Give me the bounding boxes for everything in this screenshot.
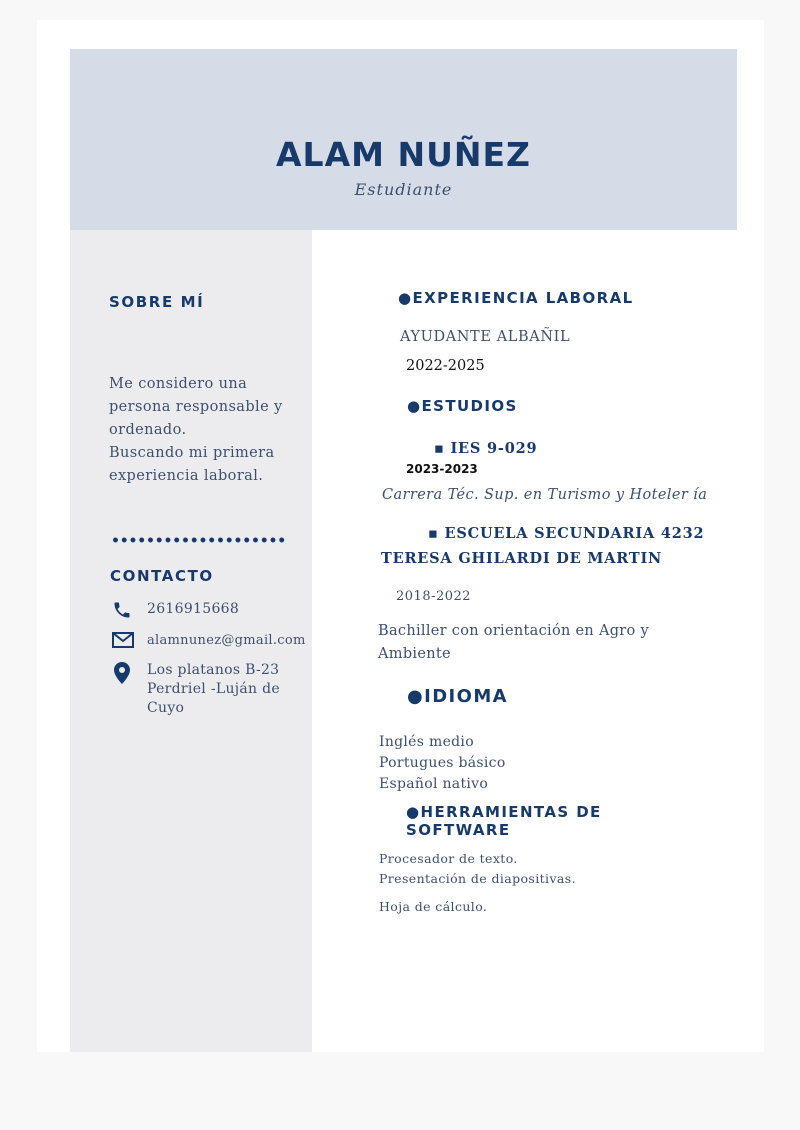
address-line: Los platanos B-23 (147, 662, 280, 678)
about-text (109, 373, 299, 488)
address-line: Perdriel -Luján de (147, 681, 280, 697)
about-line: ordenado. (109, 422, 187, 438)
school2-name-cont: TERESA GHILARDI DE MARTIN (381, 550, 663, 567)
degree-line: Ambiente (378, 646, 451, 662)
school2-years: 2018-2022 (396, 589, 472, 604)
phone-number: 2616915668 (147, 601, 240, 617)
address-line: Cuyo (147, 700, 185, 716)
school2-degree (378, 620, 678, 666)
email-address: alamnunez@gmail.com (147, 633, 306, 648)
dotted-divider: •••••••••••••••••••• (111, 533, 286, 549)
software-heading-line: SOFTWARE (406, 821, 511, 839)
about-line: Me considero una (109, 376, 248, 392)
header-band (70, 49, 737, 230)
software-heading-line: ●HERRAMIENTAS DE (406, 803, 602, 821)
software-heading (406, 803, 602, 839)
software-item: Procesador de texto. (379, 851, 518, 866)
person-name: ALAM NUÑEZ (276, 135, 531, 174)
software-item: Presentación de diapositivas. (379, 871, 576, 886)
education-heading: ●ESTUDIOS (407, 397, 518, 415)
location-pin-icon (112, 661, 134, 683)
software-item: Hoja de cálculo. (379, 899, 488, 914)
language-item: Español nativo (379, 776, 489, 792)
about-heading: SOBRE MÍ (109, 293, 205, 311)
school2-name: ▪ ESCUELA SECUNDARIA 4232 (428, 525, 705, 542)
language-heading: ●IDIOMA (407, 686, 508, 707)
language-list (379, 732, 506, 795)
school1-name: ▪ IES 9-029 (434, 440, 538, 457)
job-years: 2022-2025 (406, 358, 485, 374)
language-item: Inglés medio (379, 734, 474, 750)
school1-career: Carrera Téc. Sup. en Turismo y Hoteler ía (382, 487, 708, 503)
about-line: Buscando mi primera (109, 445, 275, 461)
contact-heading: CONTACTO (110, 567, 214, 585)
mail-icon (112, 631, 134, 653)
language-item: Portugues básico (379, 755, 506, 771)
person-role: Estudiante (354, 180, 453, 199)
about-line: experiencia laboral. (109, 468, 264, 484)
about-line: persona responsable y (109, 399, 283, 415)
degree-line: Bachiller con orientación en Agro y (378, 623, 649, 639)
phone-icon (112, 600, 134, 622)
school1-years: 2023-2023 (406, 462, 478, 476)
job-title: AYUDANTE ALBAÑIL (400, 329, 571, 345)
experience-heading: ●EXPERIENCIA LABORAL (398, 289, 634, 307)
